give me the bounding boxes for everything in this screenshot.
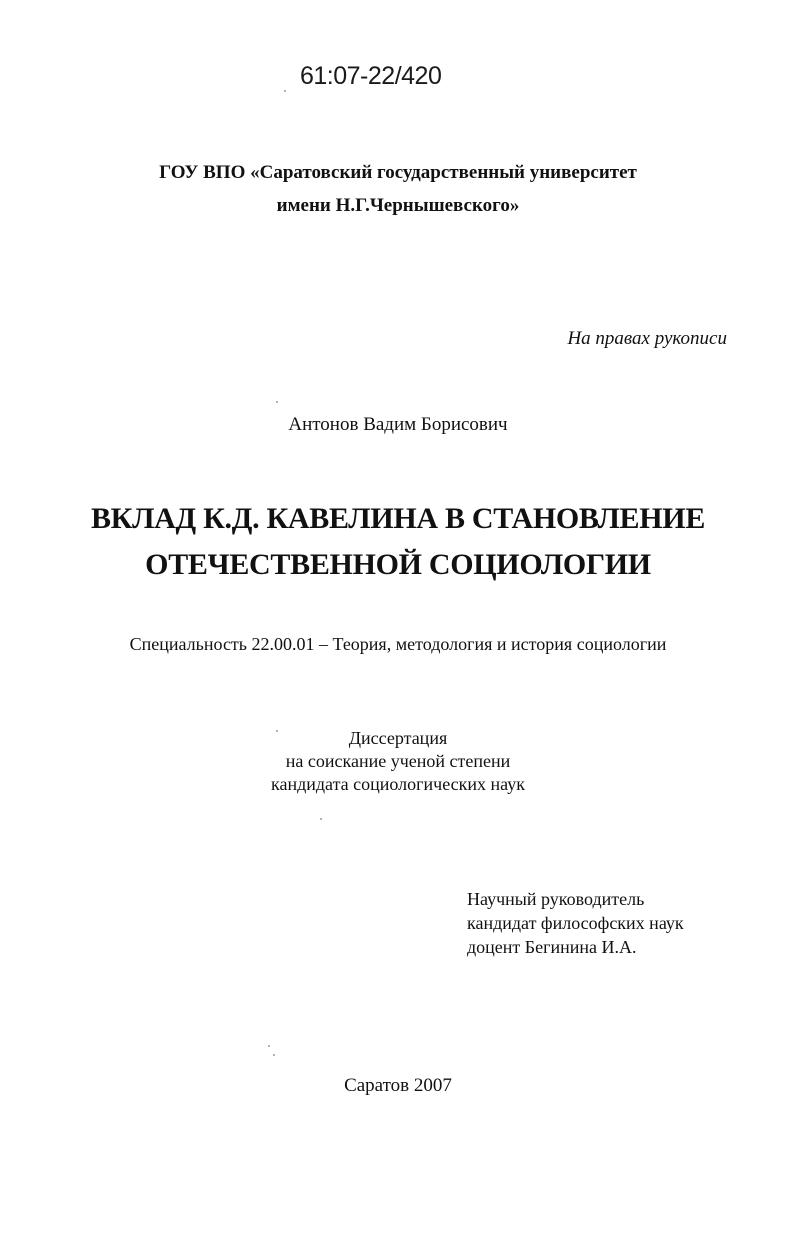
advisor-line-1: Научный руководитель	[467, 889, 645, 909]
advisor-line-3: доцент Бегинина И.А.	[467, 937, 637, 957]
advisor-line-2: кандидат философских наук	[467, 913, 684, 933]
degree-line-2: на соискание ученой степени	[285, 751, 511, 771]
dissertation-title	[0, 496, 796, 588]
catalog-number-stamp: 61:07-22/420	[300, 62, 442, 90]
author-name: Антонов Вадим Борисович	[288, 414, 508, 435]
institution-line-1: ГОУ ВПО «Саратовский государственный университет	[159, 162, 637, 183]
scan-speck	[276, 401, 278, 403]
specialty-line: Специальность 22.00.01 – Теория, методология и история социологии	[129, 634, 667, 654]
scan-speck	[273, 1054, 275, 1056]
title-line-2: ОТЕЧЕСТВЕННОЙ СОЦИОЛОГИИ	[145, 548, 651, 581]
scan-speck	[320, 818, 322, 820]
scan-speck	[284, 90, 286, 92]
institution-name	[0, 156, 796, 222]
title-line-1: ВКЛАД К.Д. КАВЕЛИНА В СТАНОВЛЕНИЕ	[90, 502, 706, 535]
manuscript-rights-note: На правах рукописи	[567, 328, 727, 349]
scientific-advisor	[467, 887, 684, 959]
scan-speck	[268, 1045, 270, 1047]
degree-line-1: Диссертация	[348, 728, 448, 748]
degree-line-3: кандидата социологических наук	[271, 774, 525, 794]
degree-statement	[0, 727, 796, 796]
scan-speck	[276, 730, 278, 732]
institution-line-2: имени Н.Г.Чернышевского»	[276, 195, 520, 216]
city-and-year: Саратов 2007	[344, 1075, 452, 1096]
